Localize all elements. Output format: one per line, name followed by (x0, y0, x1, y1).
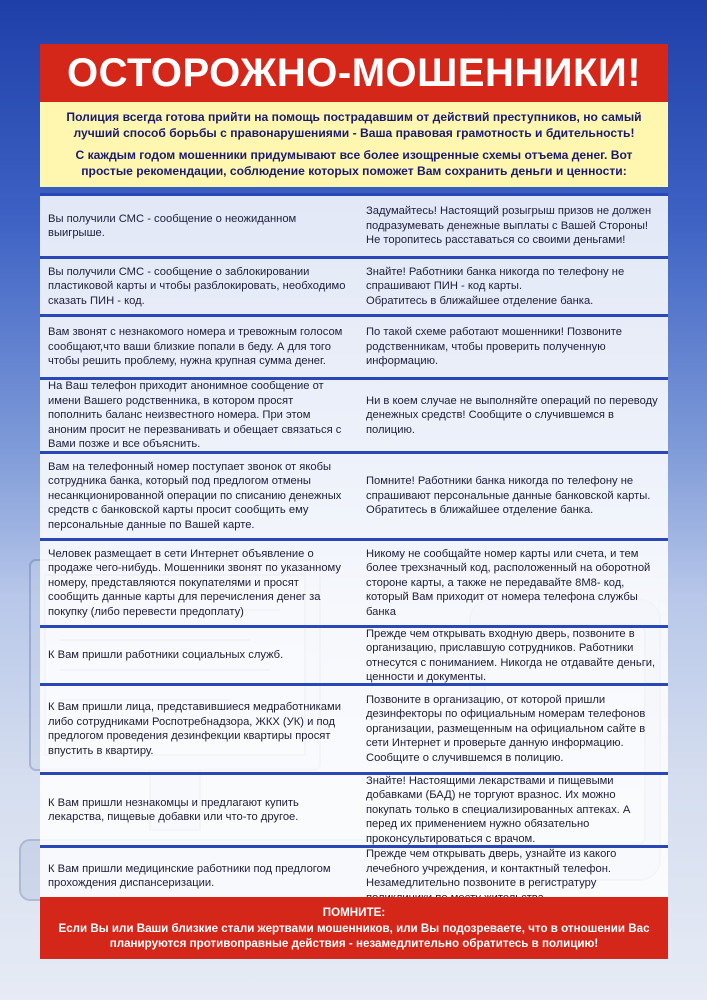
advice-cell: Позвоните в организацию, от которой пришли дезинфекторы по официальным номерам телефонов организации, размещенным на официальном сайте в сети Интернет и проверьте данную информацию. Сообщите о случившемся в полицию. (366, 693, 646, 764)
situation-cell: Человек размещает в сети Интернет объявление о продаже чего-нибудь. Мошенники звонят по указанному номеру, представляются покупателями и просят сообщить данные карты для перечисления денег за покупку (либо перевести предоплату) (48, 547, 341, 618)
intro-box (40, 102, 668, 187)
advice-cell: Прежде чем открывать входную дверь, позвоните в организацию, приславшую сотрудников. Работники отнесутся с пониманием. Никогда не отдавайте деньги, ценности и документы. (366, 627, 656, 683)
situation-cell: Вам звонят с незнакомого номера и тревожным голосом сообщают,что ваши близкие попали в беду. А для того чтобы решить проблему, нужна крупная сумма денег. (48, 326, 343, 368)
table-row (40, 625, 668, 683)
table-row (40, 451, 668, 538)
advice-cell: Знайте! Работники банка никогда по телефону не спрашивают ПИН - код карты. Обратитесь в ближайшее отделение банка. (366, 265, 625, 307)
advice-cell: Задумайтесь! Настоящий розыгрыш призов не должен подразумевать денежные выплаты с Вашей Стороны! Не торопитесь расставаться со своими деньгами! (366, 205, 652, 247)
advice-cell: Знайте! Настоящими лекарствами и пищевыми добавками (БАД) не торгуют вразнос. Их можно покупать только в специализированных аптеках. А перед их применением нужно обязательно проконсультироваться с врачом. (366, 774, 631, 845)
table-row (40, 314, 668, 377)
advice-cell: Прежде чем открывать дверь, узнайте из какого лечебного учреждения, и контактный телефон. Незамедлительно позвоните в регистратуру (366, 848, 617, 889)
table-row (40, 683, 668, 772)
advice-cell: Помните! Работники банка никогда по телефону не спрашивают персональные данные банковской карты. Обратитесь в ближайшее отделение банка. (366, 475, 651, 517)
advice-cell: По такой схеме работают мошенники! Позвоните родственникам, чтобы проверить полученную информацию. (366, 326, 622, 368)
poster (40, 44, 668, 907)
situation-cell: Вам на телефонный номер поступает звонок от якобы сотрудника банка, который под предлогом отмены несанкционированной операции по списанию денежных средств с банковской карты просит сообщить ему персональные данные по Вашей карте. (48, 460, 342, 531)
situation-cell: Вы получили СМС - сообщение о неожиданном выигрыше. (48, 212, 297, 239)
remember-footer (40, 897, 668, 959)
table-row (40, 193, 668, 256)
situation-cell: К Вам пришли незнакомцы и предлагают купить лекарства, пищевые добавки или что-то другое. (48, 796, 299, 823)
table-row (40, 772, 668, 845)
table-row (40, 538, 668, 625)
situation-cell: К Вам пришли работники социальных служб. (48, 649, 284, 662)
situation-cell: К Вам пришли лица, представившиеся медработниками либо сотрудниками Роспотребнадзора, ЖКХ (УК) и под предлогом проведения дезинфекции квартиры просят впустить в квартиру. (48, 701, 341, 757)
table-row (40, 377, 668, 451)
situation-cell: На Ваш телефон приходит анонимное сообщение от имени Вашего родственника, в котором просят пополнить баланс неизвестного номера. При этом аноним просит не перезванивать и обещает связаться с Вами позже и все объяснить. (48, 380, 342, 451)
advice-table (40, 193, 668, 907)
intro-paragraph-1: Полиция всегда готова прийти на помощь пострадавшим от действий преступников, но самый лучший способ борьбы с правонарушениями - Ваша правовая грамотность и бдительность! (66, 110, 642, 140)
intro-paragraph-2: С каждым годом мошенники придумывают все более изощренные схемы отъема денег. Вот простые рекомендации, соблюдение которых поможет Вам сохранить деньги и ценности: (75, 148, 633, 178)
advice-cell: Ни в коем случае не выполняйте операций по переводу денежных средств! Сообщите о случившемся в полицию. (366, 394, 658, 436)
page-title: ОСТОРОЖНО-МОШЕННИКИ! (40, 44, 668, 102)
table-row (40, 256, 668, 314)
advice-cell: Никому не сообщайте номер карты или счета, и тем более трехзначный код, расположенный на оборотной стороне карты, а также не передавайте 8М8- код, который Вам приходит от номера телефона службы банка (366, 547, 651, 618)
situation-cell: Вы получили СМС - сообщение о заблокировании пластиковой карты и чтобы разблокировать, необходимо сказать ПИН - код. (48, 265, 346, 307)
footer-text: Если Вы или Ваши близкие стали жертвами мошенников, или Вы подозреваете, что в отношении Вас планируются противоправные действия - незамедлительно обратитесь в полицию! (58, 922, 650, 950)
situation-cell: К Вам пришли медицинские работники под предлогом прохождения диспансеризации. (48, 862, 331, 889)
footer-title: ПОМНИТЕ: (322, 906, 386, 919)
